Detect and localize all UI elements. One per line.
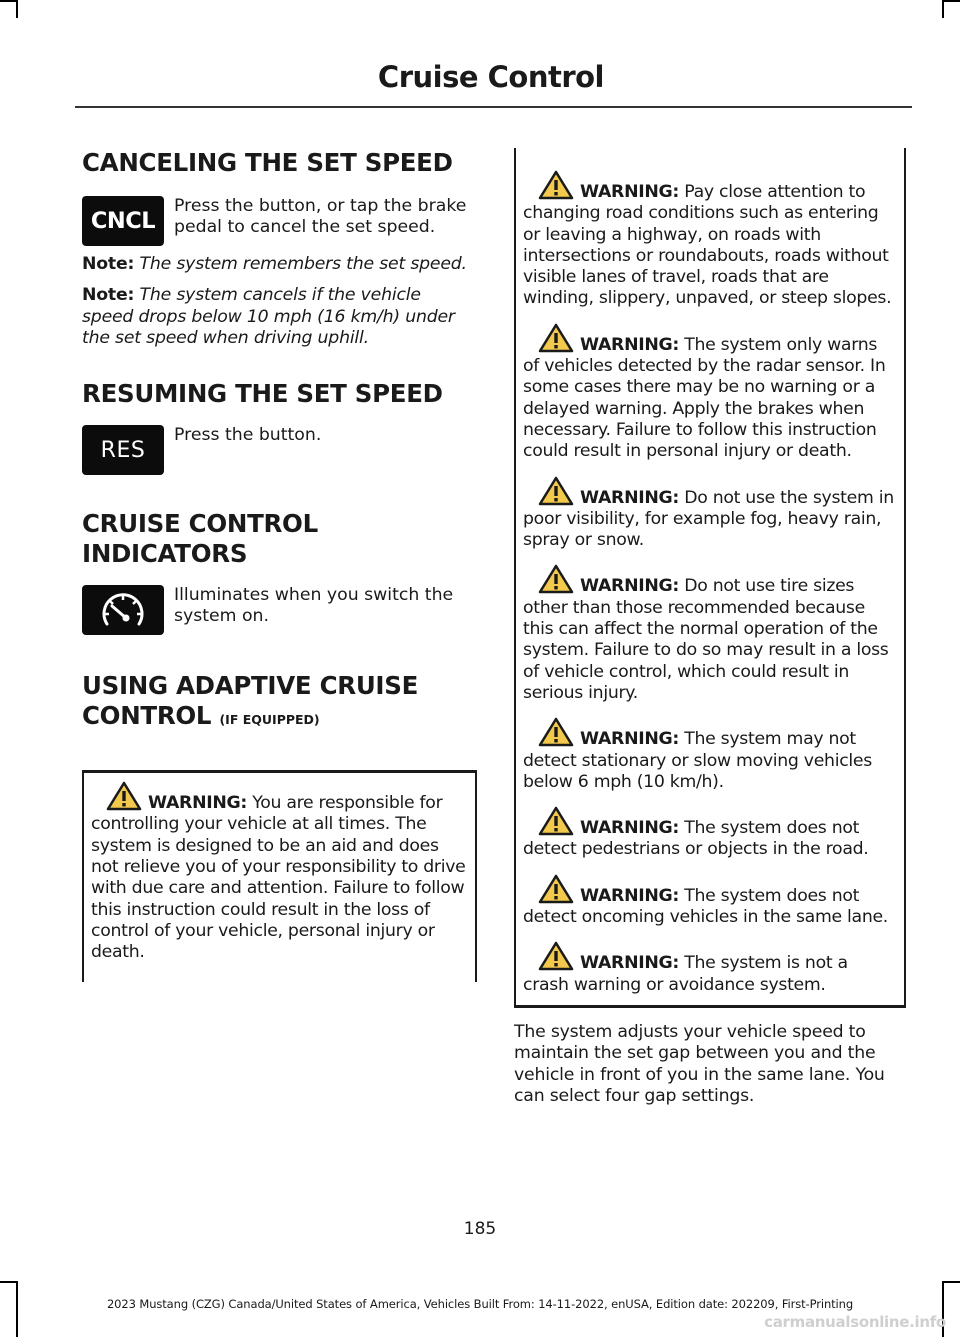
heading-line: USING ADAPTIVE CRUISE	[82, 671, 419, 701]
warning-label: WARNING:	[580, 818, 680, 839]
warning-triangle-icon	[538, 323, 574, 353]
warning-item	[523, 941, 897, 996]
crop-mark	[944, 1281, 960, 1283]
warning-text: The system only warns of vehicles detected by the radar sensor. In some cases there may be no warning or a delayed warning. Apply the brakes when necessary. Failure to follow this instruction could result in personal injury or death.	[523, 334, 886, 462]
cancel-description: Press the button, or tap the brake pedal to cancel the set speed.	[174, 196, 467, 238]
warning-triangle-icon	[538, 941, 574, 971]
crop-mark	[0, 0, 16, 2]
note-label: Note:	[82, 285, 135, 306]
section-heading-cancel: CANCELING THE SET SPEED	[82, 148, 453, 177]
res-button-icon	[82, 425, 164, 475]
section-heading-resume: RESUMING THE SET SPEED	[82, 379, 443, 409]
warning-label: WARNING:	[148, 793, 248, 814]
warning-triangle-icon	[538, 564, 574, 594]
warning-item	[91, 781, 467, 963]
warning-text: Do not use tire sizes other than those recommended because this can affect the normal operation of the system. Failure to do so may result in a loss of vehicle control, which could result in serious injury.	[523, 576, 889, 703]
warning-text: Do not use the system in poor visibility, for example fog, heavy rain, spray or snow.	[523, 487, 894, 551]
crop-mark	[16, 0, 18, 18]
right-column	[514, 148, 906, 1107]
warning-item	[523, 170, 897, 310]
crop-mark	[942, 0, 944, 18]
left-column	[82, 148, 477, 982]
note-label: Note:	[82, 254, 135, 274]
indicator-row	[82, 585, 477, 635]
cruise-speedometer-icon	[82, 585, 164, 635]
warning-item	[523, 806, 897, 861]
warning-box-left	[82, 770, 477, 969]
warning-triangle-icon	[106, 781, 142, 811]
warning-label: WARNING:	[580, 953, 680, 974]
warning-box-right	[514, 148, 906, 1008]
warning-text: You are responsible for controlling your vehicle at all times. The system is designed to be an aid and does not relieve you of your responsibility to drive with due care and attention. Failure to follow this instruction could result in the loss of control of your vehicle, personal injury or death.	[91, 793, 466, 963]
heading-line: CRUISE CONTROL	[82, 509, 318, 539]
warning-label: WARNING:	[580, 334, 680, 355]
gap-settings-paragraph: The system adjusts your vehicle speed to maintain the set gap between you and the vehicle in front of you in the same lane. You can select four gap settings.	[514, 1021, 885, 1106]
note-remembers	[82, 254, 477, 275]
crop-mark	[944, 0, 960, 2]
cancel-button-row	[82, 196, 477, 246]
resume-button-row	[82, 425, 477, 475]
warning-item	[523, 476, 897, 552]
warning-item	[523, 564, 897, 704]
watermark: carmanualsonline.info	[764, 1313, 946, 1331]
warning-text: The system does not detect oncoming vehicles in the same lane.	[523, 885, 888, 928]
warning-triangle-icon	[538, 874, 574, 904]
warning-text: The system is not a crash warning or avoidance system.	[523, 953, 848, 995]
warning-triangle-icon	[538, 476, 574, 506]
note-text: The system cancels if the vehicle speed drops below 10 mph (16 km/h) under the set speed when driving uphill.	[82, 285, 455, 348]
warning-label: WARNING:	[580, 576, 680, 597]
if-equipped-label: (IF EQUIPPED)	[219, 712, 320, 728]
warning-box-left-sides	[82, 962, 477, 982]
warning-label: WARNING:	[580, 729, 680, 750]
page-title: Cruise Control	[377, 60, 604, 94]
crop-mark	[0, 1281, 16, 1283]
warning-text: The system does not detect pedestrians or objects in the road.	[523, 818, 869, 860]
section-heading-adaptive	[82, 671, 477, 735]
resume-description: Press the button.	[174, 425, 322, 446]
warning-item	[523, 323, 897, 463]
warning-label: WARNING:	[580, 182, 680, 202]
res-icon-label: RES	[100, 437, 146, 463]
page-footer: 2023 Mustang (CZG) Canada/United States of America, Vehicles Built From: 14-11-2022, enUSA, Edition date: 202209, First-Printing	[106, 1297, 854, 1311]
warning-triangle-icon	[538, 170, 574, 200]
indicator-description: Illuminates when you switch the system on.	[174, 585, 454, 627]
warning-text: Pay close attention to changing road conditions such as entering or leaving a highway, on roads with intersections or roundabouts, roads without visible lanes of travel, roads that are winding, slippery, unpaved, or steep slopes.	[523, 182, 892, 309]
note-uphill	[82, 285, 477, 349]
note-text: The system remembers the set speed.	[139, 254, 467, 274]
warning-triangle-icon	[538, 717, 574, 747]
warning-item	[523, 874, 897, 929]
heading-line: INDICATORS	[82, 539, 248, 569]
header-divider	[75, 106, 912, 108]
warning-item	[523, 717, 897, 793]
page-number: 185	[463, 1219, 497, 1239]
section-heading-indicators	[82, 509, 477, 569]
warning-text: The system may not detect stationary or slow moving vehicles below 6 mph (10 km/h).	[523, 729, 872, 792]
speedometer-graphic	[98, 588, 148, 632]
heading-line: CONTROL	[82, 701, 212, 731]
cncl-button-icon	[82, 196, 164, 246]
warning-label: WARNING:	[580, 487, 680, 508]
cncl-icon-label: CNCL	[90, 208, 156, 234]
warning-triangle-icon	[538, 806, 574, 836]
warning-label: WARNING:	[580, 885, 680, 906]
